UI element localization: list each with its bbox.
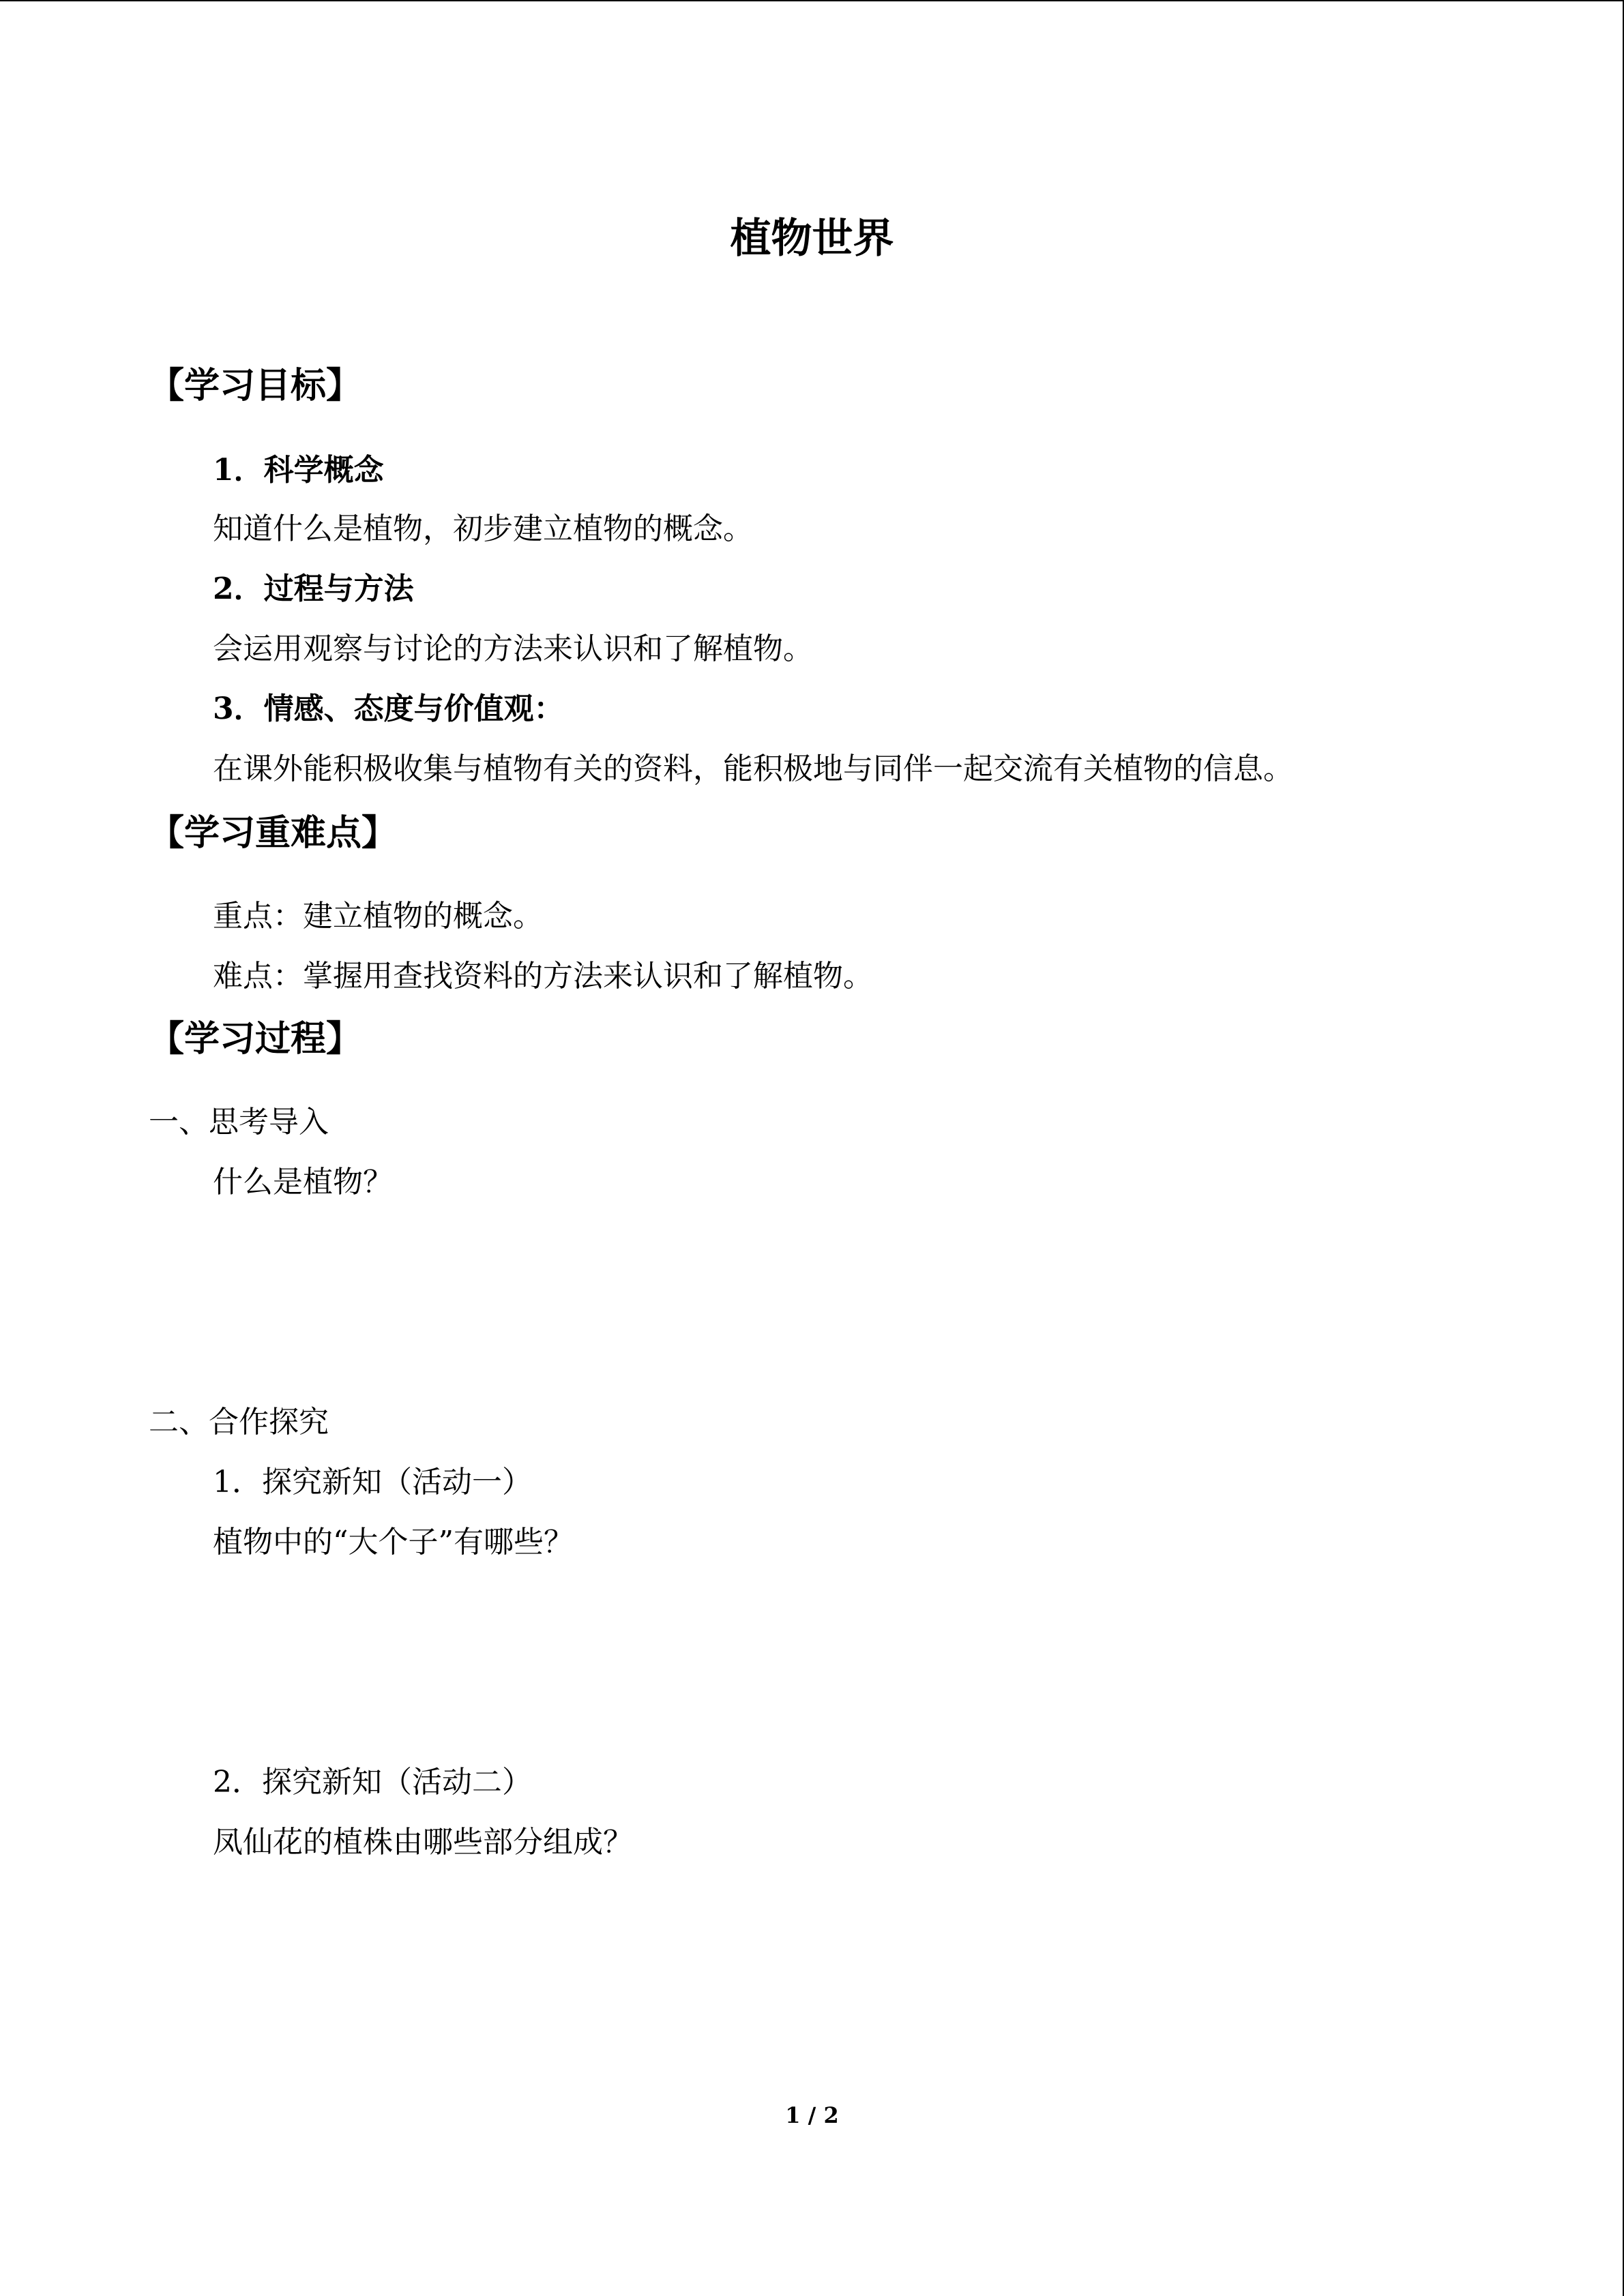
part-1-question: 什么是植物？ — [213, 1165, 393, 1199]
key-points-heading: 【学习重难点】 — [149, 812, 398, 854]
goal-2-text: 会运用观察与讨论的方法来认识和了解植物。 — [213, 631, 813, 666]
activity-2-question: 凤仙花的植株由哪些部分组成？ — [213, 1825, 633, 1860]
goal-3-text: 在课外能积极收集与植物有关的资料，能积极地与同伴一起交流有关植物的信息。 — [213, 751, 1293, 786]
difficulty-text: 难点：掌握用查找资料的方法来认识和了解植物。 — [213, 959, 873, 994]
activity-2-title: 2．探究新知（活动二） — [213, 1765, 532, 1800]
goal-1-title: 1．科学概念 — [213, 453, 384, 488]
process-heading: 【学习过程】 — [149, 1018, 362, 1060]
part-1-title: 一、思考导入 — [149, 1105, 329, 1139]
activity-1-title: 1．探究新知（活动一） — [213, 1465, 532, 1500]
focus-text: 重点：建立植物的概念。 — [213, 899, 543, 934]
goal-2-title: 2．过程与方法 — [213, 571, 414, 606]
goals-heading: 【学习目标】 — [149, 365, 362, 406]
goal-1-text: 知道什么是植物，初步建立植物的概念。 — [213, 511, 753, 546]
page-number: 1 / 2 — [785, 2102, 839, 2128]
page-title: 植物世界 — [730, 215, 894, 263]
goal-3-title: 3．情感、态度与价值观： — [213, 691, 564, 726]
part-2-title: 二、合作探究 — [149, 1405, 329, 1440]
activity-1-question: 植物中的“大个子”有哪些？ — [213, 1525, 574, 1560]
